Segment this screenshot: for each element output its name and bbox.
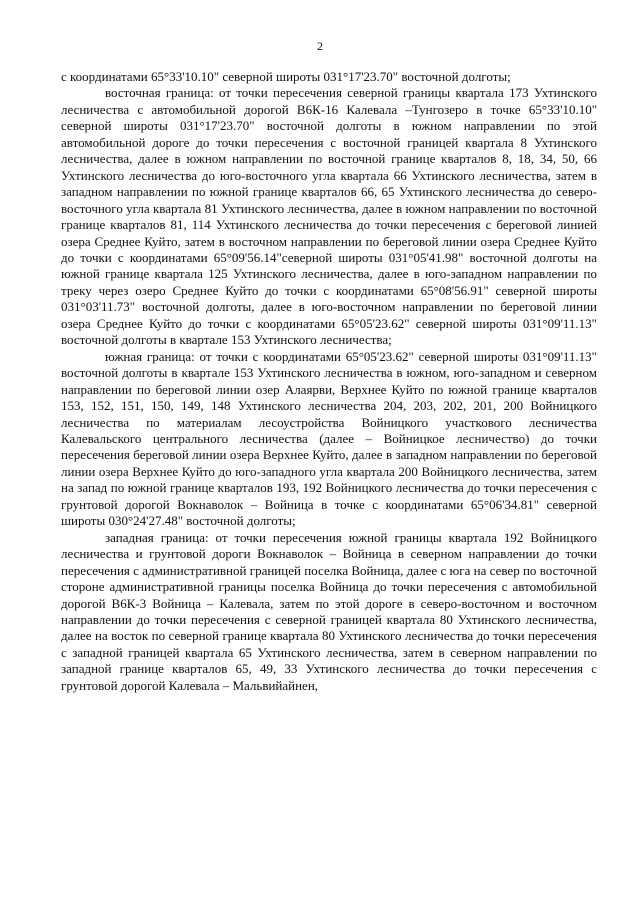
paragraph-southern-boundary: южная граница: от точки с координатами 65°05'23.62" северной широты 031°09'11.13" восточной долготы в квартале 153 Ухтинского лесничества в южном, юго-западном и северном направлении по береговой линии озер Алаярви, Верхнее Куйто по южной границе кварталов 153, 152, 151, 150, 149, 148 Ухтинского лесничества 204, 203, 202, 201, 200 Войницкого лесничества по материалам лесоустройства Войницкого участкового лесничества Калевальского центрального лесничества (далее – Войницкое лесничество) до точки пересечения береговой линии озера Верхнее Куйто, далее в западном направлении по береговой линии озера Верхнее Куйто до юго-западного угла квартала 200 Войницкого лесничества, затем на запад по южной границе кварталов 193, 192 Войницкого лесничества до точки пересечения с грунтовой дорогой Вокнаволок – Войница в точке с координатами 65°06'34.81" северной широты 030°24'27.48" восточной долготы; [61, 348, 597, 529]
paragraph-western-boundary: западная граница: от точки пересечения южной границы квартала 192 Войницкого лесничества и грунтовой дороги Вокнаволок – Войница в северном направлении до точки пересечения с административной границей поселка Войница, далее с юга на север по восточной стороне административной границы поселка Войница до точки пересечения с автомобильной дорогой В6К-3 Войница – Калевала, затем по этой дороге в северо-восточном и восточном направлении до точки пересечения с северной границей квартала 80 Ухтинского лесничества, далее на восток по северной границе квартала 80 Ухтинского лесничества до точки пересечения с западной границей квартала 65 Ухтинского лесничества, затем в северном направлении по западной границе кварталов 65, 49, 33 Ухтинского лесничества до точки пересечения с грунтовой дорогой Калевала – Мальвийайнен, [61, 529, 597, 693]
paragraph-eastern-boundary: восточная граница: от точки пересечения северной границы квартала 173 Ухтинского лесничества с автомобильной дорогой В6К-16 Калевала –Тунгозеро в точке 65°33'10.10" северной широты 031°17'23.70" восточной долготы в южном направлении по этой автомобильной дороге до точки пересечения с восточной границей квартала 8 Ухтинского лесничества, далее в южном направлении по восточной границе кварталов 8, 18, 34, 50, 66 Ухтинского лесничества до юго-восточного угла квартала 66 Ухтинского лесничества, затем в западном направлении по южной границе кварталов 66, 65 Ухтинского лесничества до северо-восточного угла квартала 81 Ухтинского лесничества, далее в южном направлении по восточной границе кварталов 81, 114 Ухтинского лесничества до точки пересечения с береговой линией озера Среднее Куйто, затем в восточном направлении по береговой линии озера Среднее Куйто до точки с координатами 65°09'56.14"северной широты 031°05'41.98" восточной долготы на южной границе квартала 125 Ухтинского лесничества, далее в юго-западном направлении по треку через озеро Среднее Куйто до точки с координатами 65°08'56.91" северной широты 031°03'11.73" восточной долготы, далее в юго-восточном направлении по береговой линии озера Среднее Куйто до точки с координатами 65°05'23.62" северной широты 031°09'11.13" восточной долготы в квартале 153 Ухтинского лесничества; [61, 85, 597, 348]
paragraph-coordinates-continuation: с координатами 65°33'10.10" северной широты 031°17'23.70" восточной долготы; [61, 69, 511, 84]
document-body [61, 69, 597, 694]
page-number: 2 [317, 39, 323, 53]
